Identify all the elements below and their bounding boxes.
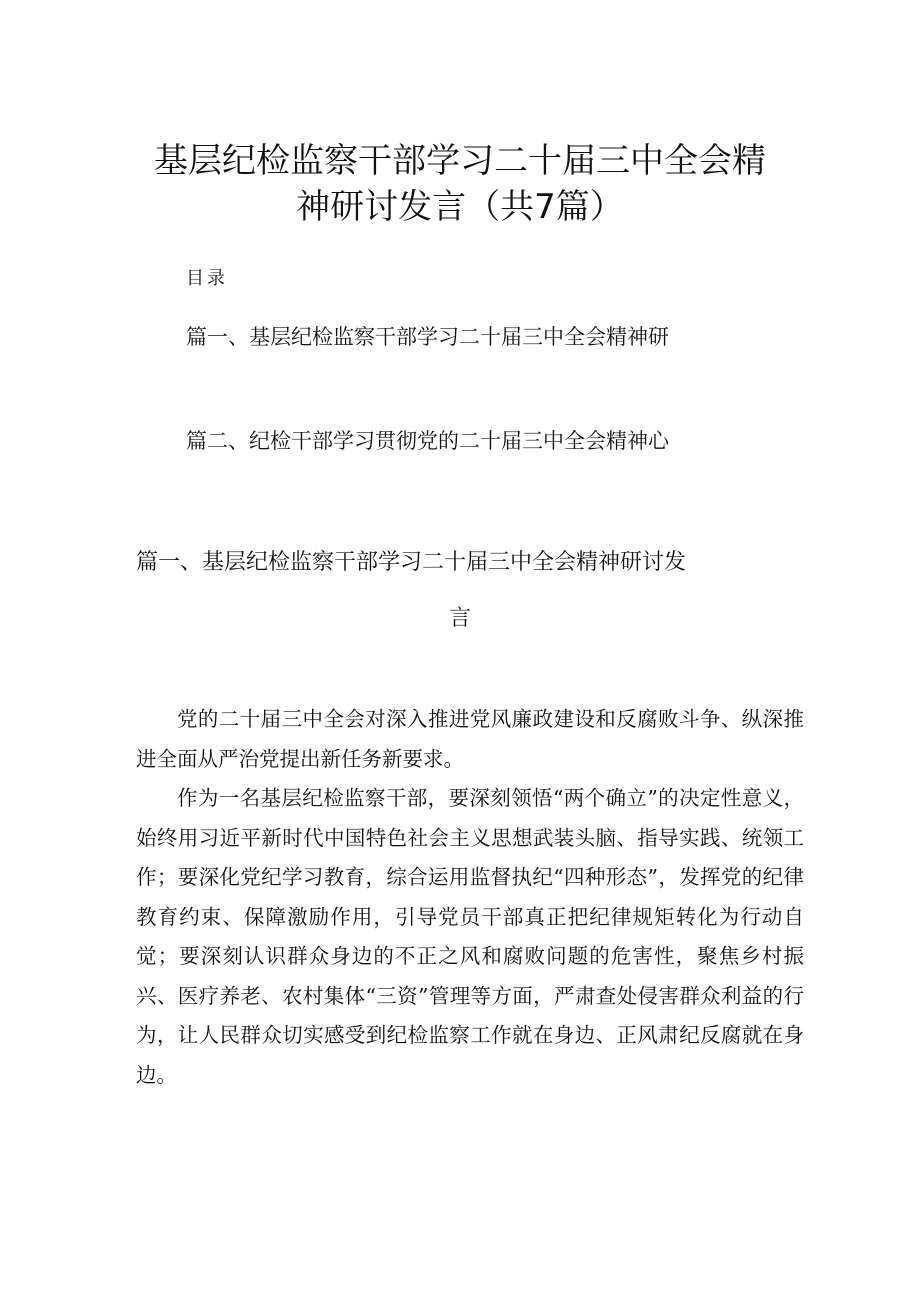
document-title	[100, 138, 820, 230]
body-paragraph-2: 作为一名基层纪检监察干部，要深刻领悟“两个确立”的决定性意义，始终用习近平新时代中国特色社会主义思想武装头脑、指导实践、统领工作；要深化党纪学习教育，综合运用监督执纪“四种形态”，发挥党的纪律教育约束、保障激励作用，引导党员干部真正把纪律规矩转化为行动自觉；要深刻认识群众身边的不正之风和腐败问题的危害性，聚焦乡村振兴、医疗养老、农村集体“三资”管理等方面，严肃查处侵害群众利益的行为，让人民群众切实感受到纪检监察工作就在身边、正风肃纪反腐就在身边。	[136, 786, 804, 1087]
section-heading-continuation: 言	[448, 606, 471, 631]
toc-heading: 目录	[186, 268, 228, 289]
body-paragraph-1: 党的二十届三中全会对深入推进党风廉政建设和反腐败斗争、纵深推进全面从严治党提出新任务新要求。	[136, 707, 804, 771]
section-heading: 篇一、基层纪检监察干部学习二十届三中全会精神研讨发	[136, 550, 687, 575]
toc-item-chapter-2[interactable]: 篇二、纪检干部学习贯彻党的二十届三中全会精神心	[186, 429, 669, 453]
document-title-line-2: 神研讨发言（共7篇）	[296, 187, 624, 227]
toc-item-chapter-1[interactable]: 篇一、基层纪检监察干部学习二十届三中全会精神研	[186, 325, 669, 349]
document-title-line-1: 基层纪检监察干部学习二十届三中全会精	[154, 141, 766, 181]
